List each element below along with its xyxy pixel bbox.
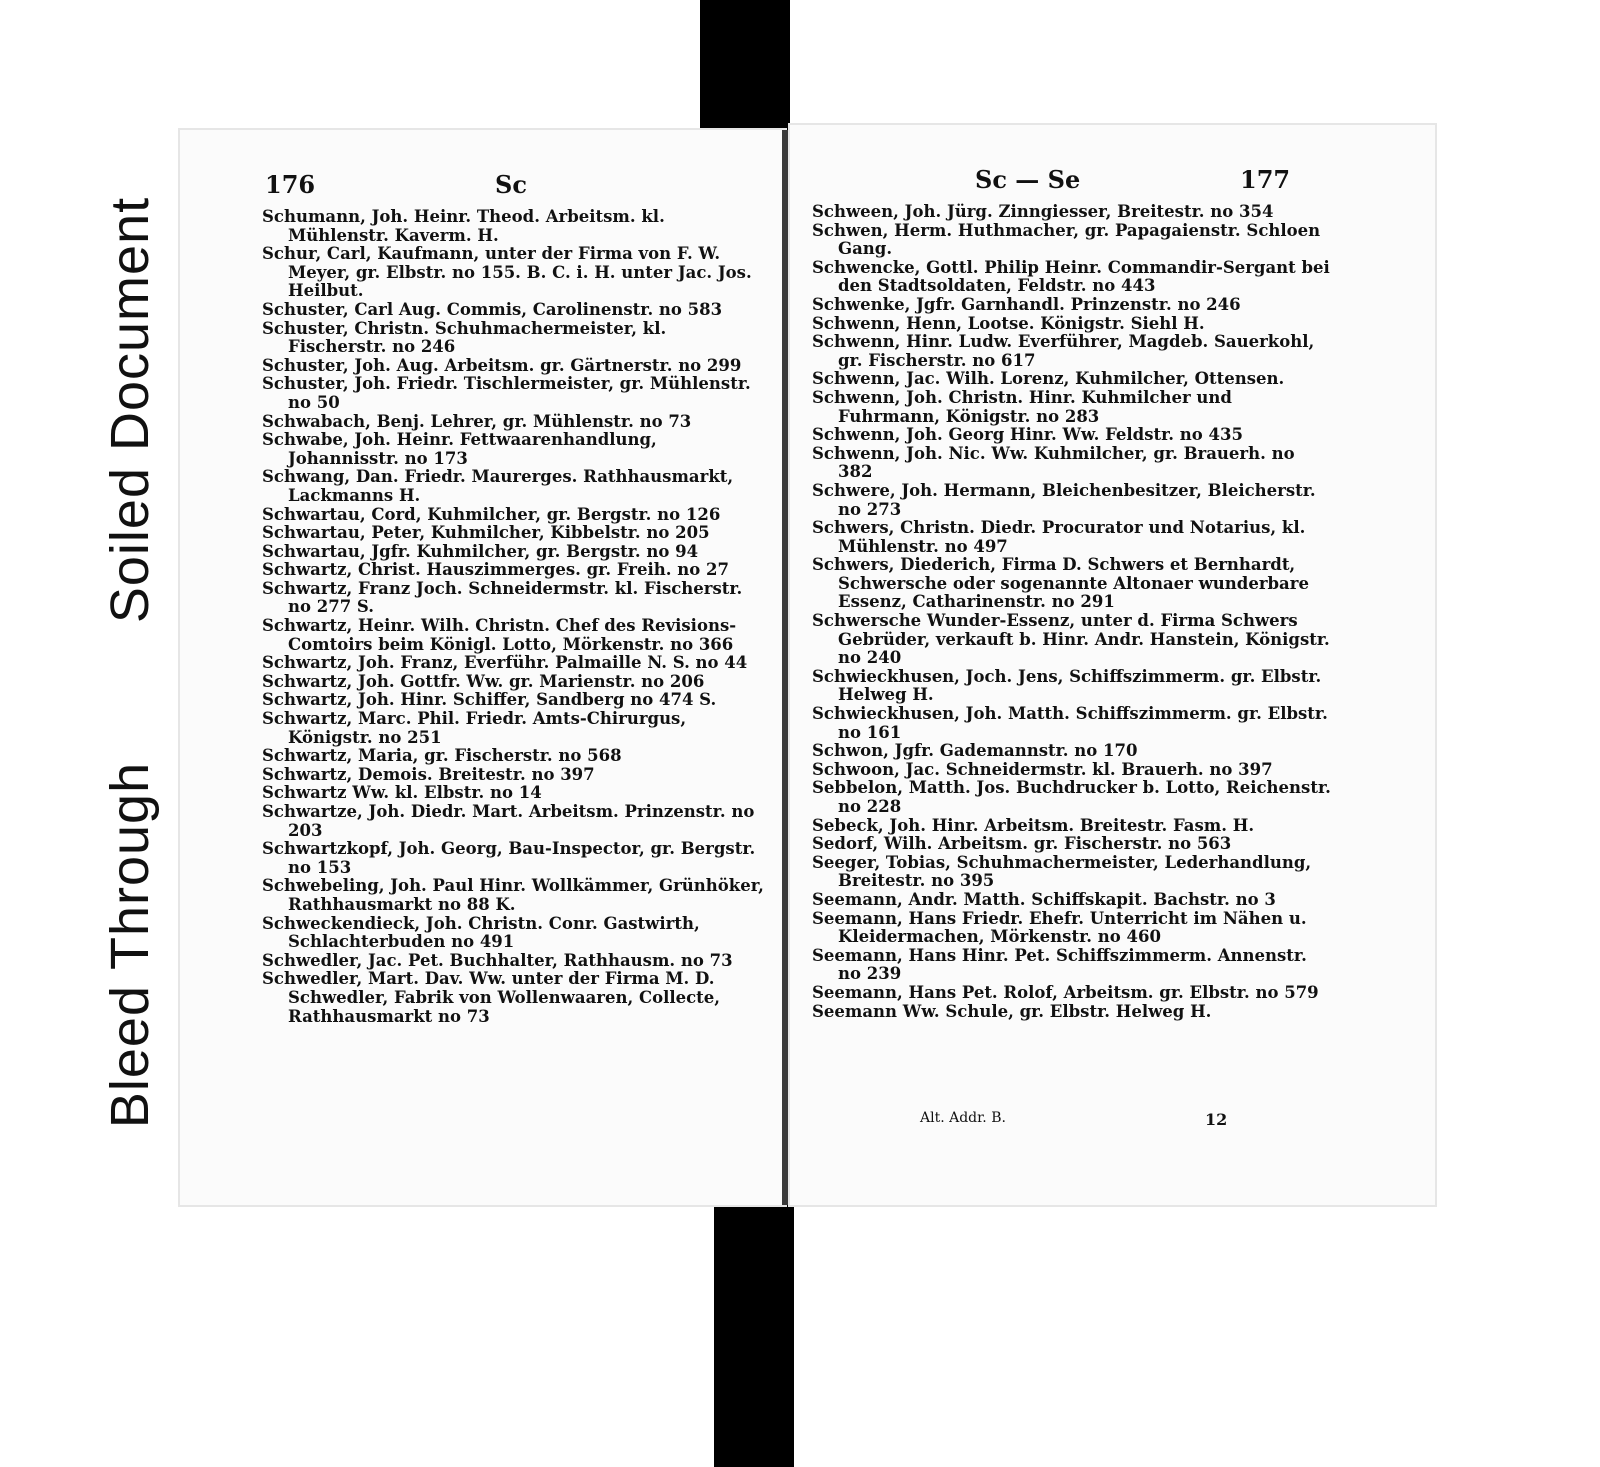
- right-page-number: 177: [1240, 165, 1291, 194]
- soiled-document-label: Soiled Document: [100, 196, 161, 624]
- list-item: Schwere, Joh. Hermann, Bleichenbesitzer, Bleicherstr. no 273: [812, 480, 1316, 519]
- list-item: Schwartz, Christ. Hauszimmerges. gr. Freih. no 27: [262, 560, 729, 580]
- list-item: Schwers, Christn. Diedr. Procurator und Notarius, kl. Mühlenstr. no 497: [812, 518, 1306, 556]
- list-item: Sedorf, Wilh. Arbeitsm. gr. Fischerstr. no 563: [812, 834, 1232, 854]
- list-item: Seeger, Tobias, Schuhmachermeister, Lederhandlung, Breitestr. no 395: [812, 852, 1312, 891]
- list-item: Sebbelon, Matth. Jos. Buchdrucker b. Lotto, Reichenstr. no 228: [812, 778, 1331, 816]
- list-item: Schweckendieck, Joh. Christn. Conr. Gastwirth, Schlachterbuden no 491: [262, 913, 700, 952]
- list-item: Seemann, Hans Pet. Rolof, Arbeitsm. gr. Elbstr. no 579: [812, 982, 1319, 1002]
- bleed-through-label: Bleed Through: [100, 761, 160, 1129]
- list-item: Schwedler, Mart. Dav. Ww. unter der Firma M. D. Schwedler, Fabrik von Wollenwaaren, Collecte, Rathhausmarkt no 73: [262, 969, 721, 1026]
- list-item: Schween, Joh. Jürg. Zinngiesser, Breitestr. no 354: [812, 202, 1274, 221]
- list-item: Schwartz, Demois. Breitestr. no 397: [262, 764, 595, 784]
- list-item: Schwebeling, Joh. Paul Hinr. Wollkämmer, Grünhöker, Rathhausmarkt no 88 K.: [262, 876, 764, 914]
- list-item: Schwenn, Joh. Georg Hinr. Ww. Feldstr. no 435: [812, 425, 1243, 445]
- footer-signature: Alt. Addr. B.: [920, 1110, 1006, 1126]
- list-item: Schuster, Christn. Schuhmachermeister, kl. Fischerstr. no 246: [262, 318, 667, 357]
- list-item: Schwersche Wunder-Essenz, unter d. Firma Schwers Gebrüder, verkauft b. Hinr. Andr. Hanstein, Königstr. no 240: [812, 611, 1330, 668]
- list-item: Schwoon, Jac. Schneidermstr. kl. Brauerh. no 397: [812, 759, 1273, 779]
- list-item: Schwabach, Benj. Lehrer, gr. Mühlenstr. no 73: [262, 411, 692, 431]
- list-item: Schwartz, Joh. Hinr. Schiffer, Sandberg no 474 S.: [262, 690, 717, 710]
- list-item: Schumann, Joh. Heinr. Theod. Arbeitsm. kl. Mühlenstr. Kaverm. H.: [262, 207, 665, 245]
- left-section-head: Sc: [495, 170, 527, 199]
- list-item: Seemann, Hans Friedr. Ehefr. Unterricht im Nähen u. Kleidermachen, Mörkenstr. no 460: [812, 908, 1307, 947]
- right-page: [790, 125, 1435, 1205]
- left-running-head: [180, 170, 785, 210]
- list-item: Schwartau, Cord, Kuhmilcher, gr. Bergstr. no 126: [262, 504, 721, 524]
- left-page-number: 176: [265, 170, 316, 199]
- list-item: Schwartze, Joh. Diedr. Mart. Arbeitsm. Prinzenstr. no 203: [262, 802, 755, 840]
- list-item: Seemann, Andr. Matth. Schiffskapit. Bachstr. no 3: [812, 889, 1276, 909]
- list-item: Schwenke, Jgfr. Garnhandl. Prinzenstr. no 246: [812, 294, 1241, 314]
- left-entries: [262, 208, 767, 1026]
- list-item: Schwenn, Joh. Christn. Hinr. Kuhmilcher und Fuhrmann, Königstr. no 283: [812, 387, 1232, 426]
- right-entries: [812, 203, 1332, 1021]
- side-labels: [70, 140, 190, 1205]
- list-item: Seemann, Hans Hinr. Pet. Schiffszimmerm. Annenstr. no 239: [812, 945, 1307, 984]
- list-item: Schwenn, Joh. Nic. Ww. Kuhmilcher, gr. Brauerh. no 382: [812, 443, 1295, 482]
- list-item: Schwedler, Jac. Pet. Buchhalter, Rathhausm. no 73: [262, 950, 733, 970]
- list-item: Schwartz, Franz Joch. Schneidermstr. kl. Fischerstr. no 277 S.: [262, 578, 743, 617]
- list-item: Schwieckhusen, Joch. Jens, Schiffszimmerm. gr. Elbstr. Helweg H.: [812, 666, 1322, 705]
- black-strip-top: [700, 0, 790, 140]
- footer-number: 12: [1205, 1110, 1228, 1129]
- list-item: Schwartzkopf, Joh. Georg, Bau-Inspector, gr. Bergstr. no 153: [262, 839, 756, 877]
- list-item: Schwartz, Joh. Franz, Everführ. Palmaille N. S. no 44: [262, 653, 748, 673]
- list-item: Schwang, Dan. Friedr. Maurerges. Rathhausmarkt, Lackmanns H.: [262, 467, 734, 505]
- list-item: Sebeck, Joh. Hinr. Arbeitsm. Breitestr. Fasm. H.: [812, 815, 1255, 835]
- black-strip-bottom: [714, 1205, 794, 1467]
- soiled-document-label-box: [70, 140, 190, 680]
- list-item: Schwartz, Marc. Phil. Friedr. Amts-Chirurgus, Königstr. no 251: [262, 709, 687, 747]
- list-item: Schuster, Carl Aug. Commis, Carolinenstr. no 583: [262, 299, 723, 319]
- right-section-head: Sc — Se: [975, 165, 1081, 194]
- list-item: Schwartau, Jgfr. Kuhmilcher, gr. Bergstr. no 94: [262, 541, 699, 561]
- list-item: Schuster, Joh. Aug. Arbeitsm. gr. Gärtnerstr. no 299: [262, 355, 742, 375]
- list-item: Schwenn, Henn, Lootse. Königstr. Siehl H.: [812, 313, 1205, 333]
- bleed-through-label-box: [70, 705, 190, 1185]
- list-item: Schwartz, Heinr. Wilh. Christn. Chef des Revisions-Comtoirs beim Königl. Lotto, Mörkenstr. no 366: [262, 616, 737, 654]
- list-item: Schwartz Ww. kl. Elbstr. no 14: [262, 783, 542, 803]
- list-item: Schwartau, Peter, Kuhmilcher, Kibbelstr. no 205: [262, 523, 710, 543]
- list-item: Schwon, Jgfr. Gademannstr. no 170: [812, 741, 1138, 761]
- list-item: Schwen, Herm. Huthmacher, gr. Papagaienstr. Schloen Gang.: [812, 220, 1321, 259]
- right-running-head: [790, 165, 1435, 205]
- list-item: Schuster, Joh. Friedr. Tischlermeister, gr. Mühlenstr. no 50: [262, 374, 751, 412]
- list-item: Schwencke, Gottl. Philip Heinr. Commandir-Sergant bei den Stadtsoldaten, Feldstr. no 443: [812, 257, 1330, 296]
- list-item: Schur, Carl, Kaufmann, unter der Firma von F. W. Meyer, gr. Elbstr. no 155. B. C. i. H. unter Jac. Jos. Heilbut.: [262, 244, 752, 301]
- list-item: Schwartz, Maria, gr. Fischerstr. no 568: [262, 746, 622, 766]
- list-item: Schwieckhusen, Joh. Matth. Schiffszimmerm. gr. Elbstr. no 161: [812, 704, 1328, 742]
- list-item: Schwenn, Hinr. Ludw. Everführer, Magdeb. Sauerkohl, gr. Fischerstr. no 617: [812, 332, 1315, 370]
- list-item: Schwabe, Joh. Heinr. Fettwaarenhandlung, Johannisstr. no 173: [262, 430, 657, 468]
- list-item: Schwenn, Jac. Wilh. Lorenz, Kuhmilcher, Ottensen.: [812, 369, 1285, 389]
- list-item: Schwartz, Joh. Gottfr. Ww. gr. Marienstr. no 206: [262, 671, 705, 691]
- list-item: Schwers, Diederich, Firma D. Schwers et Bernhardt, Schwersche oder sogenannte Altonaer wunderbare Essenz, Catharinenstr. no 291: [812, 555, 1309, 612]
- left-page: [180, 130, 785, 1205]
- list-item: Seemann Ww. Schule, gr. Elbstr. Helweg H.: [812, 1001, 1212, 1021]
